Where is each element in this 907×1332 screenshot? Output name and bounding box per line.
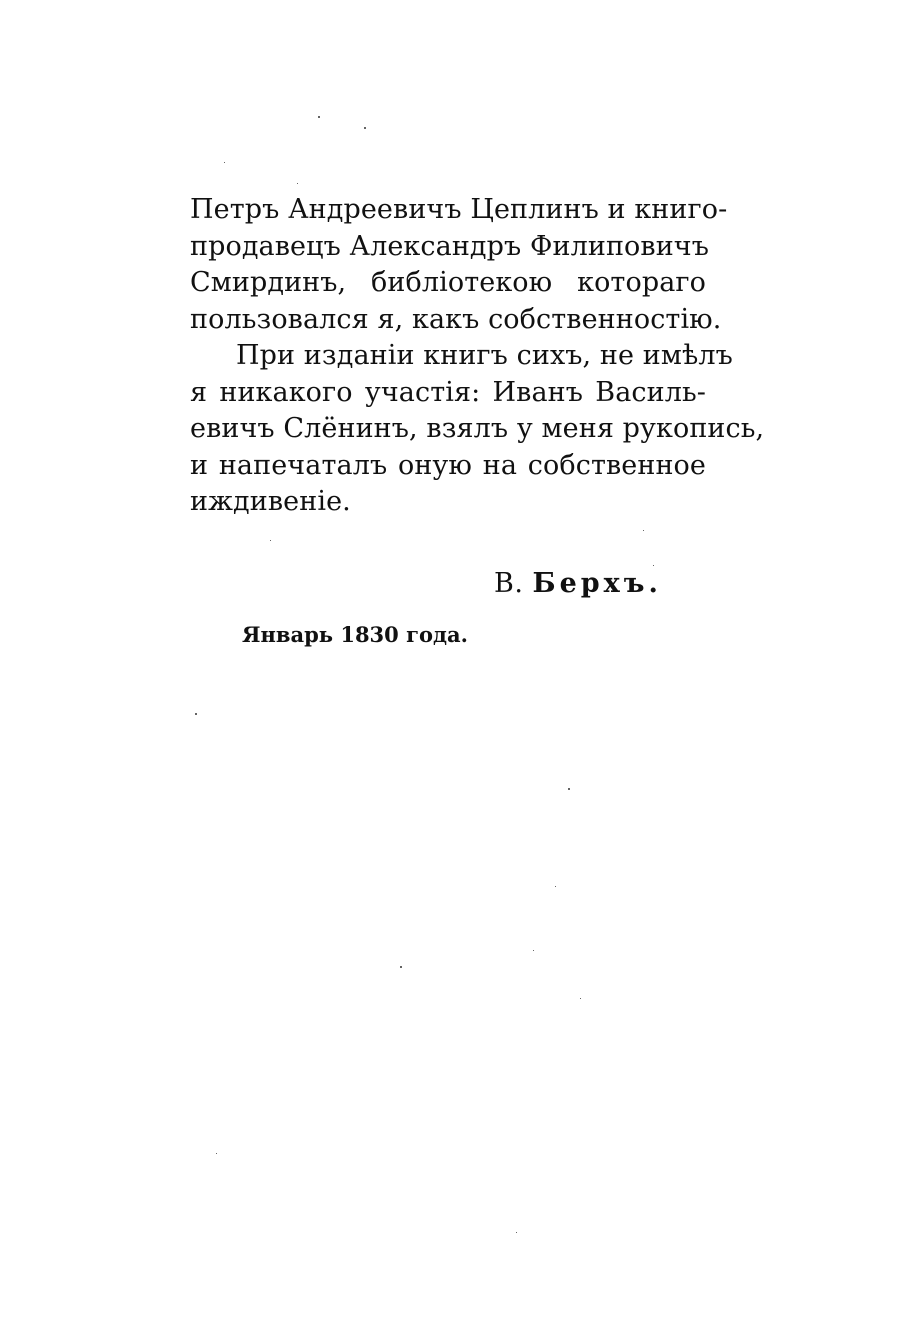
paragraph-1: [190, 192, 728, 338]
text-line: пользовался я, какъ собственностію.: [190, 303, 722, 335]
print-speck: [533, 950, 534, 951]
print-speck: [643, 530, 644, 531]
author-signature: [494, 566, 662, 602]
author-initial: В.: [494, 568, 524, 599]
text-line: и напечаталъ оную на собственное: [190, 449, 706, 481]
text-line: Смирдинъ, библіотекою котораго: [190, 267, 706, 298]
text-line: евичъ Слёнинъ, взялъ у меня рукопись,: [190, 413, 765, 444]
print-speck: [555, 886, 556, 887]
paragraph-2: [190, 338, 765, 521]
print-speck: [270, 540, 271, 541]
text-line: Петръ Андреевичъ Цеплинъ и книго-: [190, 194, 728, 225]
print-speck: [516, 1232, 517, 1233]
text-line: продавецъ Александръ Филиповичъ: [190, 230, 710, 262]
text-line: я никакого участія: Иванъ Василь-: [190, 376, 706, 408]
print-speck: [224, 162, 225, 163]
print-speck: [364, 127, 366, 129]
print-speck: [400, 966, 402, 968]
date-line: Январь 1830 года.: [242, 622, 468, 647]
print-speck: [318, 116, 320, 118]
body-text: [190, 192, 765, 521]
print-speck: [568, 788, 570, 790]
print-speck: [297, 183, 298, 184]
print-speck: [216, 1153, 217, 1154]
print-speck: [580, 998, 581, 999]
text-line: При изданіи книгъ сихъ, не имѣлъ: [236, 340, 733, 371]
print-speck: [195, 713, 197, 715]
text-line: иждивеніе.: [190, 486, 351, 517]
author-surname: Берхъ.: [532, 568, 662, 599]
